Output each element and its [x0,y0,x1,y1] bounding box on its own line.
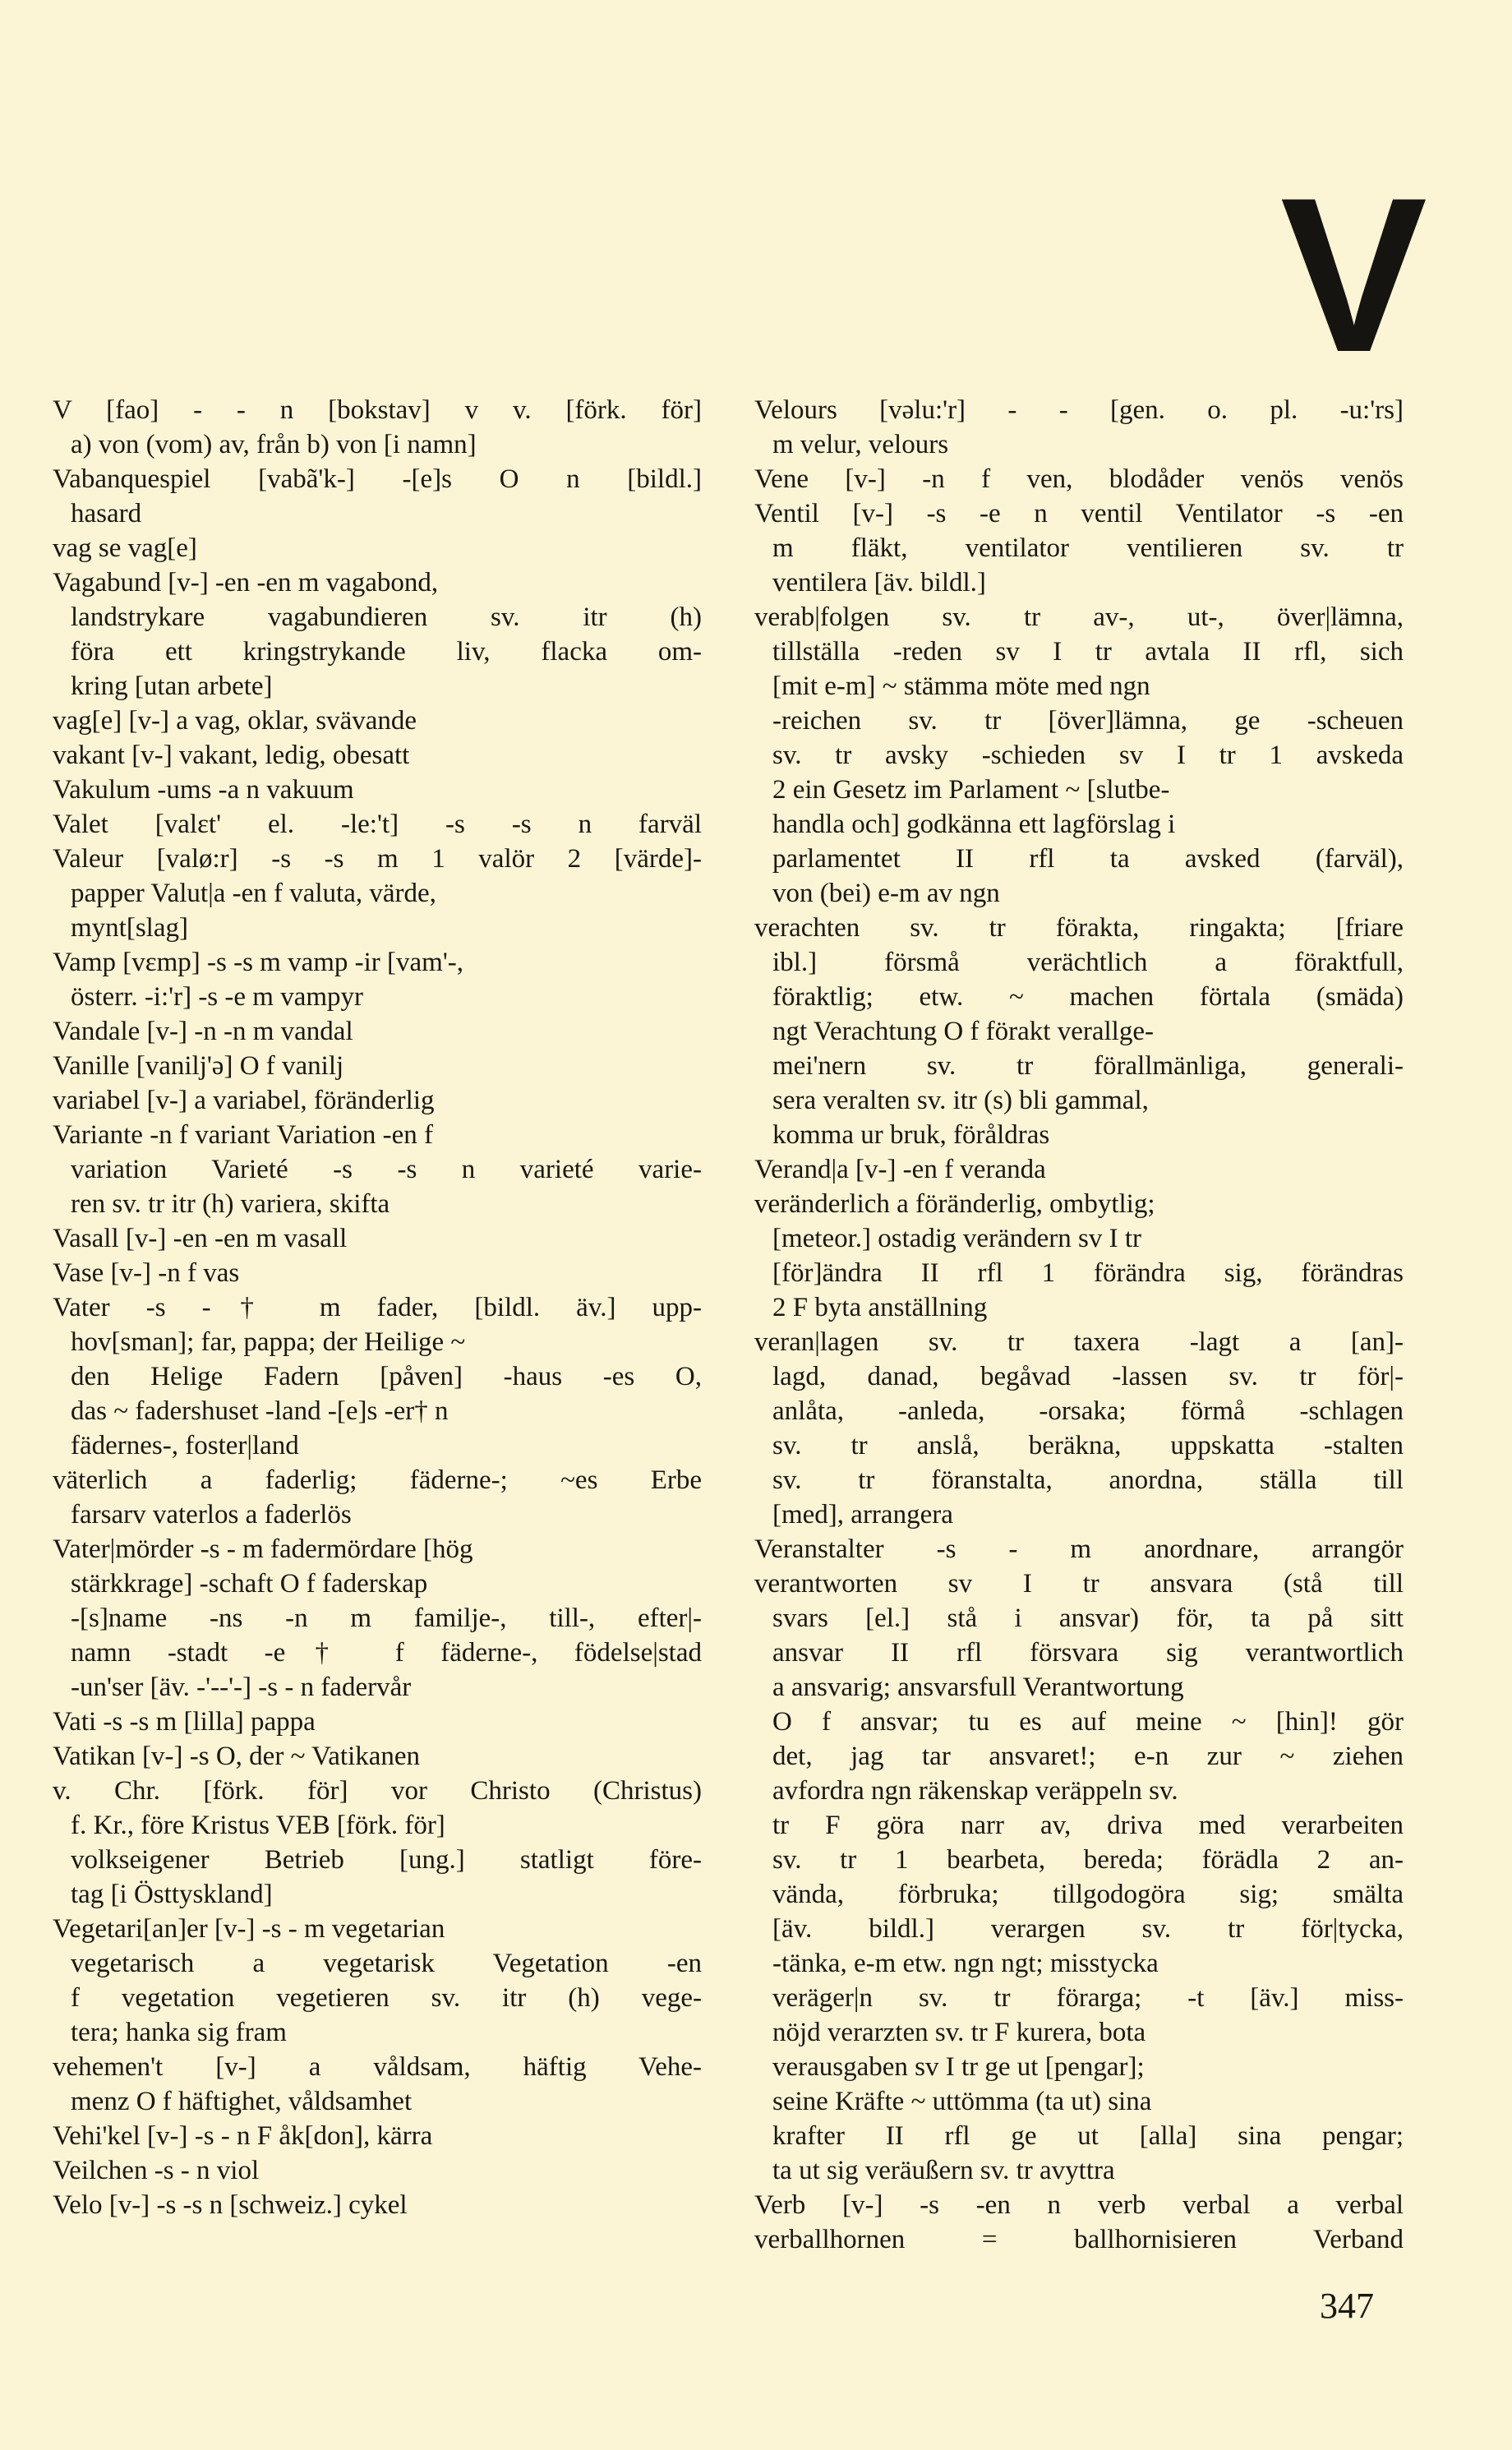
entry-line: Vater -s -† m fader, [bildl. äv.] upp- [53,1293,702,1322]
entry-line: verantworten sv I tr ansvara (stå till [754,1569,1404,1599]
entry-line: verachten sv. tr förakta, ringakta; [friare [754,913,1404,943]
entry-line: f. Kr., före Kristus VEB [förk. för] [71,1811,445,1840]
entry-line: a ansvarig; ansvarsfull Verantwortung [772,1673,1184,1702]
entry-line: [för]ändra II rfl 1 förändra sig, förändras [772,1258,1404,1288]
entry-line: väterlich a faderlig; fäderne-; ~es Erbe [53,1465,702,1495]
entry-line: m velur, velours [772,430,949,459]
entry-line: krafter II rfl ge ut [alla] sina pengar; [772,2121,1404,2151]
entry-line: tag [i Östtyskland] [71,1880,273,1909]
entry-line: Vatikan [v-] -s O, der ~ Vatikanen [53,1742,421,1771]
entry-line: lagd, danad, begåvad -lassen sv. tr för|- [772,1362,1404,1391]
entry-line: Vakulum -ums -a n vakuum [53,775,354,805]
entry-line: tr F göra narr av, driva med verarbeiten [772,1811,1404,1840]
entry-line: Vamp [vɛmp] -s -s m vamp -ir [vam'-, [53,948,464,977]
entry-line: a) von (vom) av, från b) von [i namn] [71,430,477,459]
entry-line: sera veralten sv. itr (s) bli gammal, [772,1086,1149,1115]
right-column [754,393,1404,2257]
entry-line: f vegetation vegetieren sv. itr (h) vege- [71,1983,702,2013]
entry-line: vag se vag[e] [53,533,197,563]
entry-line: Vandale [v-] -n -n m vandal [53,1017,353,1046]
entry-line: vända, förbruka; tillgodogöra sig; smälta [772,1880,1404,1909]
entry-line: det, jag tar ansvaret!; e-n zur ~ ziehen [772,1742,1404,1771]
entry-line: volkseigener Betrieb [ung.] statligt före- [71,1845,702,1875]
entry-line: ngt Verachtung O f förakt verallge- [772,1017,1154,1046]
entry-line: vag[e] [v-] a vag, oklar, svävande [53,706,417,736]
page-number: 347 [1320,2286,1374,2326]
entry-line: [meteor.] ostadig verändern sv I tr [772,1224,1142,1253]
entry-line: verballhornen = ballhornisieren Verband [754,2225,1404,2254]
entry-line: sv. tr 1 bearbeta, bereda; förädla 2 an- [772,1845,1404,1875]
entry-line: -[s]name -ns -n m familje-, till-, efter|- [71,1603,702,1633]
entry-line: Veranstalter -s - m anordnare, arrangör [754,1534,1404,1564]
entry-line: 2 ein Gesetz im Parlament ~ [slutbe- [772,775,1170,805]
entry-line: komma ur bruk, föråldras [772,1120,1050,1150]
entry-line: sv. tr föranstalta, anordna, ställa till [772,1465,1404,1495]
entry-line: 2 F byta anställning [772,1293,988,1322]
entry-line: sv. tr avsky -schieden sv I tr 1 avskeda [772,741,1404,770]
entry-line: variation Varieté -s -s n varieté varie- [71,1155,702,1184]
entry-line: Veilchen -s - n viol [53,2156,260,2185]
entry-line: Velo [v-] -s -s n [schweiz.] cykel [53,2190,408,2220]
entry-line: Vati -s -s m [lilla] pappa [53,1707,316,1737]
entry-line: Valeur [valø:r] -s -s m 1 valör 2 [värde]- [53,844,702,874]
entry-line: Variante -n f variant Variation -en f [53,1120,434,1150]
entry-line: ta ut sig veräußern sv. tr avyttra [772,2156,1115,2185]
entry-line: V [fao] - - n [bokstav] v v. [förk. för] [53,395,702,425]
entry-line: mynt[slag] [71,913,188,943]
section-letter: V [1280,151,1427,398]
entry-line: Vabanquespiel [vabã'k-] -[e]s O n [bildl.] [53,464,702,494]
entry-line: ventilera [äv. bildl.] [772,568,986,598]
entry-line: kring [utan arbete] [71,671,273,701]
entry-line: anlåta, -anleda, -orsaka; förmå -schlagen [772,1396,1404,1426]
entry-line: -reichen sv. tr [över]lämna, ge -scheuen [772,706,1404,736]
entry-line: veräger|n sv. tr förarga; -t [äv.] miss- [772,1983,1404,2013]
entry-line: m fläkt, ventilator ventilieren sv. tr [772,533,1404,563]
entry-line: Vegetari[an]er [v-] -s - m vegetarian [53,1914,445,1944]
entry-line: vegetarisch a vegetarisk Vegetation -en [71,1949,702,1978]
entry-line: Ventil [v-] -s -e n ventil Ventilator -s -en [754,499,1404,528]
entry-line: sv. tr anslå, beräkna, uppskatta -stalten [772,1431,1404,1460]
entry-line: vehemen't [v-] a våldsam, häftig Vehe- [53,2052,702,2082]
entry-line: Velours [vəlu:'r] - - [gen. o. pl. -u:'rs] [754,395,1404,425]
entry-line: den Helige Fadern [påven] -haus -es O, [71,1362,702,1391]
entry-line: Vagabund [v-] -en -en m vagabond, [53,568,439,598]
entry-line: -un'ser [äv. -'--'-] -s - n fadervår [71,1673,412,1702]
entry-line: papper Valut|a -en f valuta, värde, [71,879,436,908]
entry-line: Verand|a [v-] -en f veranda [754,1155,1046,1184]
entry-line: ansvar II rfl försvara sig verantwortlich [772,1638,1404,1668]
entry-line: veran|lagen sv. tr taxera -lagt a [an]- [754,1327,1404,1357]
entry-line: tera; hanka sig fram [71,2018,287,2047]
entry-line: von (bei) e-m av ngn [772,879,1000,908]
entry-line: tillställa -reden sv I tr avtala II rfl, sich [772,637,1404,667]
entry-line: hasard [71,499,142,528]
entry-line: Vene [v-] -n f ven, blodåder venös venös [754,464,1404,494]
entry-line: ibl.] försmå verächtlich a föraktfull, [772,948,1404,977]
entry-line: verausgaben sv I tr ge ut [pengar]; [772,2052,1145,2082]
entry-line: Vanille [vanilj'ə] O f vanilj [53,1051,344,1081]
entry-line: mei'nern sv. tr förallmänliga, generali- [772,1051,1404,1081]
entry-line: [äv. bildl.] verargen sv. tr för|tycka, [772,1914,1404,1944]
entry-line: ren sv. tr itr (h) variera, skifta [71,1189,390,1219]
entry-line: -tänka, e-m etw. ngn ngt; misstycka [772,1949,1159,1978]
entry-line: föra ett kringstrykande liv, flacka om- [71,637,702,667]
entry-line: [mit e-m] ~ stämma möte med ngn [772,671,1150,701]
entry-line: parlamentet II rfl ta avsked (farväl), [772,844,1404,874]
entry-line: hov[sman]; far, pappa; der Heilige ~ [71,1327,466,1357]
entry-line: vakant [v-] vakant, ledig, obesatt [53,741,410,770]
entry-line: föraktlig; etw. ~ machen förtala (smäda) [772,982,1404,1012]
entry-line: das ~ fadershuset -land -[e]s -er† n [71,1396,449,1426]
entry-line: fädernes-, foster|land [71,1431,299,1460]
entry-line: Vasall [v-] -en -en m vasall [53,1224,348,1253]
entry-line: svars [el.] stå i ansvar) för, ta på sitt [772,1603,1404,1633]
entry-line: O f ansvar; tu es auf meine ~ [hin]! gör [772,1707,1404,1737]
entry-line: namn -stadt -e† f fäderne-, födelse|stad [71,1638,702,1668]
entry-line: Vater|mörder -s - m fadermördare [hög [53,1534,473,1564]
entry-line: [med], arrangera [772,1500,953,1530]
entry-line: Vase [v-] -n f vas [53,1258,240,1288]
left-column [53,393,702,2222]
entry-line: v. Chr. [förk. för] vor Christo (Christus) [53,1776,702,1806]
entry-line: Valet [valɛt' el. -le:'t] -s -s n farväl [53,810,702,839]
entry-line: Verb [v-] -s -en n verb verbal a verbal [754,2190,1404,2220]
entry-line: Vehi'kel [v-] -s - n F åk[don], kärra [53,2121,433,2151]
entry-line: verab|folgen sv. tr av-, ut-, över|lämna, [754,602,1404,632]
entry-line: stärkkrage] -schaft O f faderskap [71,1569,428,1599]
entry-line: österr. -i:'r] -s -e m vampyr [71,982,364,1012]
entry-line: farsarv vaterlos a faderlös [71,1500,352,1530]
entry-line: avfordra ngn räkenskap veräppeln sv. [772,1776,1178,1806]
entry-line: handla och] godkänna ett lagförslag i [772,810,1176,839]
entry-line: seine Kräfte ~ uttömma (ta ut) sina [772,2087,1152,2116]
entry-line: menz O f häftighet, våldsamhet [71,2087,413,2116]
entry-line: nöjd verarzten sv. tr F kurera, bota [772,2018,1146,2047]
entry-line: variabel [v-] a variabel, föränderlig [53,1086,435,1115]
entry-line: veränderlich a föränderlig, ombytlig; [754,1189,1155,1219]
entry-line: landstrykare vagabundieren sv. itr (h) [71,602,702,632]
